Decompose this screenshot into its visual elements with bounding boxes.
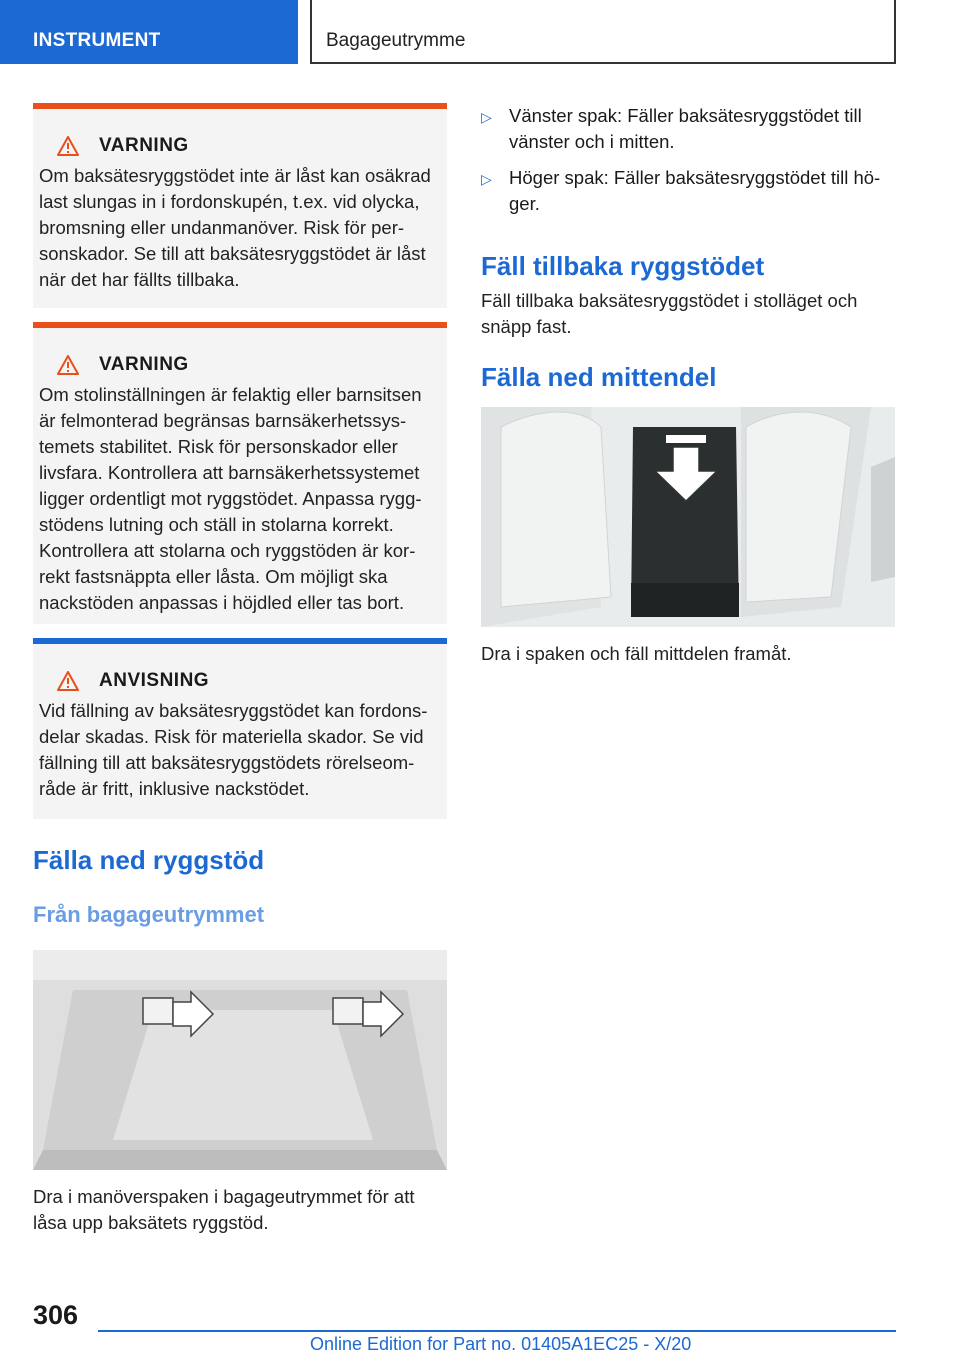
warning-triangle-icon (57, 136, 79, 156)
section-heading: Fäll tillbaka ryggstödet (481, 251, 765, 281)
list-item (481, 103, 895, 155)
lever-list (481, 103, 895, 217)
notice-title: ANVISNING (99, 670, 210, 691)
list-item-text: Höger spak: Fäller baksätesryggstödet till höger. (509, 167, 881, 214)
warning-text: Om stolinställningen är felaktig eller barnsitsen är felmonterad begränsas barnsäkerhetssystemets stabilitet. Risk för personskador eller livsfara. Kontrollera att barnsäkerhetssystemet ligger ordentligt mot ryggstödet. Anpassa ryggstödens lutning och ställ in stolarna korrekt. Kontrollera att stolarna och ryggstöden är korrekt fastsnäppta eller låsta. Om möjligt ska nackstöden anpassas i höjdled eller tas bort. (39, 384, 422, 613)
right-column (481, 103, 895, 667)
footer-divider (98, 1330, 896, 1332)
section-heading: Fälla ned ryggstöd (33, 845, 265, 875)
section-subheading: Från bagageutrymmet (33, 902, 265, 927)
notice-text: Vid fällning av baksätesryggstödet kan fordonsdelar skadas. Risk för materiella skador. Se vid fällning till att baksätesryggstödets rörelseområde är fritt, inklusive nackstödet. (39, 700, 428, 799)
warning-triangle-icon (57, 355, 79, 375)
triangle-bullet-icon: ▷ (481, 171, 492, 187)
rear-seat-photo (481, 407, 895, 627)
warning-box-1 (33, 103, 447, 308)
section-text: Fäll tillbaka baksätesryggstödet i stolläget och snäpp fast. (481, 290, 858, 337)
warning-title: VARNING (99, 354, 189, 375)
page-title: Bagageutrymme (310, 0, 896, 64)
warning-text: Om baksätesryggstödet inte är låst kan osäkrad last slungas in i fordonskupén, t.ex. vid olycka, bromsning eller undanmanöver. Risk för personskador. Se till att baksätesryggstödet är låst när det har fällts tillbaka. (39, 165, 431, 290)
list-item-text: Vänster spak: Fäller baksätesryggstödet till vänster och i mitten. (509, 105, 862, 152)
warning-box-2 (33, 322, 447, 624)
triangle-bullet-icon: ▷ (481, 109, 492, 125)
notice-box (33, 638, 447, 819)
section-heading: Fälla ned mittendel (481, 362, 717, 392)
trunk-caption: Dra i manöverspaken i bagageutrymmet för att låsa upp baksätets ryggstöd. (33, 1186, 415, 1233)
rear-seat-caption: Dra i spaken och fäll mittdelen framåt. (481, 643, 792, 664)
section-tab: INSTRUMENT (0, 0, 298, 64)
footer-edition: Online Edition for Part no. 01405A1EC25 - X/20 (310, 1334, 692, 1354)
left-column (33, 103, 447, 1236)
page-number: 306 (33, 1300, 79, 1330)
trunk-photo (33, 950, 447, 1170)
warning-title: VARNING (99, 135, 189, 156)
list-item (481, 165, 895, 217)
notice-triangle-icon (57, 671, 79, 691)
